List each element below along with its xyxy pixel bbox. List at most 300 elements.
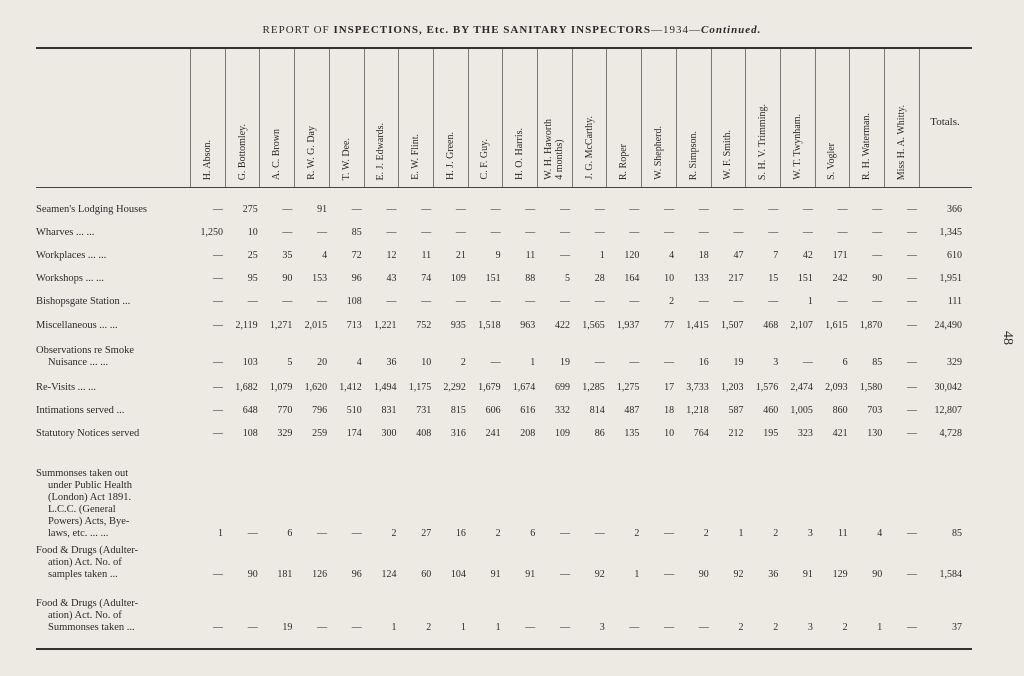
table-cell: 16: [455, 528, 466, 539]
table-cell: 103: [242, 357, 258, 368]
table-cell: —: [560, 569, 570, 580]
table-cell: 468: [763, 320, 779, 331]
table-cell: —: [490, 204, 501, 215]
table-cell: 7: [773, 250, 779, 261]
table-cell: 104: [450, 569, 466, 580]
table-cell: 15: [768, 273, 779, 284]
table-cell: 96: [351, 569, 362, 580]
row-total: 85: [952, 528, 962, 539]
table-cell: —: [594, 204, 605, 215]
table-cell: 109: [450, 273, 466, 284]
inspector-name: R. H. Waterman.: [861, 112, 873, 180]
row-total: 366: [947, 204, 962, 215]
table-cell: 2,093: [825, 382, 848, 393]
table-cell: —: [560, 296, 570, 307]
table-cell: 90: [247, 569, 258, 580]
inspector-header: [884, 60, 919, 180]
table-cell: 587: [728, 405, 744, 416]
table-cell: 90: [698, 569, 709, 580]
table-cell: —: [594, 296, 605, 307]
row-label: Workplaces ... ...: [36, 250, 107, 261]
row-total: 610: [947, 250, 962, 261]
row-label: Seamen's Lodging Houses: [36, 204, 147, 215]
table-cell: 212: [728, 428, 744, 439]
table-cell: 108: [242, 428, 258, 439]
table-cell: 18: [698, 250, 709, 261]
table-cell: 2: [773, 622, 779, 633]
table-cell: —: [351, 528, 362, 539]
table-cell: —: [421, 227, 432, 238]
row-label: Observations re Smoke Nuisance ... ...: [36, 345, 134, 368]
inspector-name: R. Simpson.: [687, 130, 699, 180]
table-cell: 208: [520, 428, 536, 439]
table-cell: 130: [867, 428, 883, 439]
table-cell: —: [629, 227, 640, 238]
table-cell: 28: [594, 273, 605, 284]
table-cell: 174: [346, 428, 362, 439]
table-cell: 1: [738, 528, 744, 539]
inspector-header: [398, 60, 433, 180]
table-cell: 510: [346, 405, 362, 416]
table-cell: —: [213, 428, 223, 439]
table-cell: 10: [664, 273, 675, 284]
table-cell: 10: [421, 357, 432, 368]
table-cell: —: [386, 204, 397, 215]
table-cell: —: [907, 250, 917, 261]
table-cell: —: [317, 296, 328, 307]
table-cell: 796: [312, 405, 328, 416]
table-cell: 1: [807, 296, 813, 307]
inspector-header: [225, 60, 260, 180]
table-cell: —: [386, 227, 397, 238]
inspector-name: H. O. Harris.: [514, 128, 526, 180]
table-cell: 606: [485, 405, 501, 416]
table-cell: 6: [287, 528, 293, 539]
table-cell: 88: [525, 273, 536, 284]
inspector-name: R. W. G. Day: [305, 126, 317, 180]
table-cell: 1,494: [374, 382, 397, 393]
table-cell: 1,250: [200, 227, 223, 238]
table-cell: 36: [386, 357, 397, 368]
inspector-name: S. H. V. Trimming.: [757, 103, 769, 180]
table-cell: 1,674: [512, 382, 536, 393]
table-cell: —: [317, 528, 328, 539]
table-cell: —: [490, 227, 501, 238]
table-cell: —: [698, 296, 709, 307]
table-cell: —: [213, 250, 223, 261]
table-cell: 323: [797, 428, 813, 439]
table-cell: 616: [520, 405, 536, 416]
table-cell: 1,005: [790, 405, 813, 416]
table-cell: 699: [555, 382, 570, 393]
table-cell: 91: [317, 204, 328, 215]
table-cell: 2: [426, 622, 432, 633]
inspector-name: S. Vogler: [826, 143, 838, 180]
table-cell: 1,620: [304, 382, 328, 393]
table-cell: 329: [277, 428, 293, 439]
bottom-rule: [36, 648, 972, 650]
table-cell: 4: [356, 357, 362, 368]
table-cell: 316: [450, 428, 466, 439]
table-cell: —: [872, 204, 883, 215]
table-cell: —: [802, 227, 813, 238]
table-cell: 1: [495, 622, 501, 633]
table-cell: 2: [669, 296, 675, 307]
table-cell: 153: [312, 273, 328, 284]
header-rule: [36, 187, 972, 188]
table-cell: 1,221: [374, 320, 397, 331]
row-label: Food & Drugs (Adulter- ation) Act. No. of samples taken ...: [36, 545, 139, 580]
inspector-header: [745, 60, 780, 180]
table-cell: —: [629, 622, 640, 633]
table-cell: 19: [282, 622, 293, 633]
table-cell: —: [907, 569, 917, 580]
table-cell: —: [421, 204, 432, 215]
inspector-name: G. Bottomley.: [236, 123, 248, 180]
inspector-header: [606, 60, 641, 180]
inspector-name: H. Abson.: [201, 139, 213, 180]
table-cell: —: [837, 227, 848, 238]
table-cell: 731: [416, 405, 432, 416]
table-cell: 300: [381, 428, 397, 439]
table-cell: 85: [872, 357, 883, 368]
inspector-name: R. Roper: [618, 143, 630, 180]
table-cell: —: [837, 296, 848, 307]
table-cell: —: [213, 357, 223, 368]
table-cell: 36: [768, 569, 779, 580]
table-cell: —: [213, 204, 223, 215]
inspector-header: [815, 60, 850, 180]
inspector-header: [849, 60, 884, 180]
table-cell: 1,682: [235, 382, 258, 393]
table-cell: 2: [634, 528, 640, 539]
table-cell: 72: [351, 250, 362, 261]
table-cell: —: [629, 357, 640, 368]
table-cell: 4: [669, 250, 675, 261]
table-cell: —: [282, 296, 293, 307]
table-cell: 21: [455, 250, 466, 261]
table-cell: 1,576: [755, 382, 779, 393]
table-cell: 3,733: [686, 382, 709, 393]
table-cell: 164: [624, 273, 640, 284]
table-cell: —: [317, 227, 328, 238]
table-cell: 10: [664, 428, 675, 439]
table-cell: 815: [450, 405, 466, 416]
inspector-name: W. F. Smith.: [722, 130, 734, 180]
table-cell: 1,615: [825, 320, 848, 331]
table-cell: 25: [247, 250, 258, 261]
table-cell: 421: [832, 428, 848, 439]
table-cell: 963: [520, 320, 536, 331]
title-strong: INSPECTIONS, Etc. BY THE SANITARY INSPECTORS: [333, 24, 651, 36]
table-cell: 5: [565, 273, 570, 284]
table-cell: —: [698, 622, 709, 633]
table-cell: —: [664, 227, 675, 238]
table-cell: —: [213, 296, 223, 307]
table-cell: 195: [763, 428, 779, 439]
title-continued: Continued.: [701, 24, 762, 36]
table-cell: 95: [247, 273, 258, 284]
inspector-header: [502, 60, 537, 180]
table-cell: 242: [832, 273, 848, 284]
table-cell: 2,292: [443, 382, 466, 393]
table-cell: 11: [421, 250, 432, 261]
inspector-name: H. J. Green.: [444, 131, 456, 180]
table-cell: —: [907, 320, 917, 331]
table-cell: 1,580: [859, 382, 883, 393]
table-cell: 1,218: [686, 405, 709, 416]
table-cell: 90: [282, 273, 293, 284]
table-cell: —: [490, 357, 501, 368]
row-total: 30,042: [934, 382, 962, 393]
row-total: 329: [947, 357, 962, 368]
row-total: 12,807: [934, 405, 962, 416]
inspector-name: T. W. Dee.: [340, 137, 352, 180]
table-cell: 241: [485, 428, 501, 439]
table-cell: —: [907, 405, 917, 416]
table-cell: 86: [594, 428, 605, 439]
table-cell: —: [525, 296, 536, 307]
table-cell: 60: [421, 569, 432, 580]
table-cell: 5: [287, 357, 293, 368]
inspector-name: W. H. Haworth 4 months): [543, 119, 566, 180]
table-cell: 703: [867, 405, 883, 416]
table-cell: 47: [733, 250, 744, 261]
table-cell: —: [351, 204, 362, 215]
inspector-header: [190, 60, 225, 180]
table-cell: 4: [322, 250, 328, 261]
table-cell: 27: [421, 528, 432, 539]
table-cell: 2: [842, 622, 848, 633]
table-cell: —: [525, 622, 536, 633]
table-cell: 3: [807, 622, 813, 633]
table-cell: 408: [416, 428, 432, 439]
table-cell: 259: [312, 428, 328, 439]
table-cell: 126: [312, 569, 328, 580]
table-cell: 2,474: [790, 382, 813, 393]
table-cell: 4: [877, 528, 883, 539]
table-cell: —: [594, 227, 605, 238]
table-cell: —: [560, 528, 570, 539]
table-cell: 2: [391, 528, 397, 539]
table-cell: —: [907, 428, 917, 439]
table-cell: 35: [282, 250, 293, 261]
table-cell: —: [872, 296, 883, 307]
table-cell: 43: [386, 273, 397, 284]
table-cell: —: [907, 227, 917, 238]
table-cell: —: [698, 204, 709, 215]
table-cell: —: [802, 357, 813, 368]
row-total: 4,728: [939, 428, 962, 439]
table-cell: 2: [460, 357, 466, 368]
table-cell: —: [768, 227, 779, 238]
table-cell: 3: [807, 528, 813, 539]
table-cell: —: [213, 320, 223, 331]
inspector-name: A. C. Brown: [271, 128, 283, 180]
table-cell: —: [872, 250, 883, 261]
table-cell: 1,507: [721, 320, 744, 331]
row-label: Bishopsgate Station ...: [36, 296, 131, 307]
table-cell: —: [560, 622, 570, 633]
table-cell: —: [213, 273, 223, 284]
table-cell: —: [733, 204, 744, 215]
table-cell: 6: [842, 357, 848, 368]
row-label: Statutory Notices served: [36, 428, 140, 439]
table-cell: —: [213, 622, 223, 633]
table-cell: 135: [624, 428, 640, 439]
table-cell: —: [872, 227, 883, 238]
table-cell: —: [247, 296, 258, 307]
table-cell: 12: [386, 250, 397, 261]
row-label: Workshops ... ...: [36, 273, 104, 284]
table-cell: 151: [797, 273, 813, 284]
inspector-header: [780, 60, 815, 180]
table-cell: —: [247, 622, 258, 633]
table-cell: —: [664, 622, 675, 633]
inspector-header: [572, 60, 607, 180]
table-cell: 19: [733, 357, 744, 368]
table-cell: 11: [525, 250, 536, 261]
inspector-name: Miss H. A. Whitty.: [895, 104, 907, 180]
table-cell: —: [560, 227, 570, 238]
row-label: Food & Drugs (Adulter- ation) Act. No. of Summonses taken ...: [36, 598, 139, 633]
table-cell: 935: [450, 320, 466, 331]
table-cell: —: [455, 204, 466, 215]
table-cell: —: [768, 204, 779, 215]
table-cell: 275: [242, 204, 258, 215]
inspector-header: [711, 60, 746, 180]
table-cell: 460: [763, 405, 779, 416]
table-cell: 2: [703, 528, 709, 539]
table-cell: 752: [416, 320, 432, 331]
table-cell: 1: [391, 622, 397, 633]
table-cell: 770: [277, 405, 293, 416]
table-cell: —: [594, 528, 605, 539]
table-cell: 487: [624, 405, 640, 416]
table-cell: 1,870: [859, 320, 883, 331]
inspector-header: [433, 60, 468, 180]
table-cell: —: [629, 204, 640, 215]
table-cell: 1,175: [408, 382, 432, 393]
inspector-header: [364, 60, 399, 180]
table-cell: 3: [599, 622, 605, 633]
table-cell: —: [907, 296, 917, 307]
table-cell: —: [664, 204, 675, 215]
table-cell: 120: [624, 250, 640, 261]
table-cell: 91: [802, 569, 813, 580]
table-cell: 1: [218, 528, 223, 539]
table-cell: 74: [421, 273, 432, 284]
table-cell: 90: [872, 273, 883, 284]
table-cell: 96: [351, 273, 362, 284]
table-cell: 2: [495, 528, 501, 539]
table-cell: 1,518: [478, 320, 501, 331]
table-cell: —: [907, 382, 917, 393]
inspector-header: [259, 60, 294, 180]
table-cell: —: [386, 296, 397, 307]
table-cell: —: [525, 204, 536, 215]
table-cell: 422: [555, 320, 570, 331]
table-cell: 648: [242, 405, 258, 416]
table-cell: —: [698, 227, 709, 238]
table-cell: 124: [381, 569, 397, 580]
row-label: Re-Visits ... ...: [36, 382, 97, 393]
table-cell: —: [421, 296, 432, 307]
table-cell: —: [664, 528, 675, 539]
table-cell: —: [907, 528, 917, 539]
table-cell: —: [351, 622, 362, 633]
table-cell: 1,271: [269, 320, 293, 331]
table-cell: 2: [738, 622, 744, 633]
row-total: 111: [947, 296, 962, 307]
table-cell: 129: [832, 569, 848, 580]
table-cell: 2,107: [790, 320, 813, 331]
table-cell: —: [664, 357, 675, 368]
table-cell: 17: [664, 382, 675, 393]
inspector-name: J. G. McCarthy.: [583, 116, 595, 180]
table-cell: 332: [555, 405, 570, 416]
inspector-name: E. J. Edwards.: [375, 122, 387, 180]
inspector-name: E. W. Flint.: [410, 134, 422, 180]
table-cell: 1,679: [478, 382, 501, 393]
table-cell: —: [282, 204, 293, 215]
table-cell: 713: [346, 320, 362, 331]
table-cell: 42: [802, 250, 813, 261]
table-cell: 16: [698, 357, 709, 368]
top-rule: [36, 47, 972, 49]
row-total: 1,345: [939, 227, 962, 238]
table-cell: —: [594, 357, 605, 368]
table-cell: 1: [530, 357, 536, 368]
totals-header: Totals.: [930, 116, 960, 128]
table-cell: 1,275: [616, 382, 640, 393]
title-dash: —1934—: [651, 24, 701, 36]
table-cell: 85: [351, 227, 362, 238]
table-cell: —: [247, 528, 258, 539]
table-cell: —: [768, 296, 779, 307]
table-cell: —: [213, 405, 223, 416]
table-cell: 181: [277, 569, 293, 580]
table-cell: 133: [693, 273, 709, 284]
table-cell: —: [629, 296, 640, 307]
inspector-name: W. T. Twynham.: [791, 114, 803, 180]
row-total: 1,584: [939, 569, 962, 580]
table-cell: —: [907, 357, 917, 368]
table-cell: 92: [733, 569, 744, 580]
table-cell: 77: [664, 320, 675, 331]
inspector-header: [537, 60, 572, 180]
table-cell: 860: [832, 405, 848, 416]
row-label: Miscellaneous ... ...: [36, 320, 118, 331]
table-cell: 10: [247, 227, 258, 238]
page-number: 48: [1000, 331, 1015, 345]
table-cell: —: [560, 250, 570, 261]
table-cell: 91: [490, 569, 501, 580]
table-cell: —: [455, 227, 466, 238]
table-cell: 831: [381, 405, 397, 416]
table-cell: —: [802, 204, 813, 215]
table-cell: 814: [589, 405, 605, 416]
table-cell: 1,937: [616, 320, 640, 331]
table-cell: 1,079: [269, 382, 293, 393]
table-cell: 1,412: [339, 382, 362, 393]
table-cell: 1: [877, 622, 883, 633]
table-cell: 1,565: [582, 320, 605, 331]
table-cell: —: [213, 569, 223, 580]
inspector-header: [294, 60, 329, 180]
table-cell: —: [733, 227, 744, 238]
table-cell: —: [907, 273, 917, 284]
